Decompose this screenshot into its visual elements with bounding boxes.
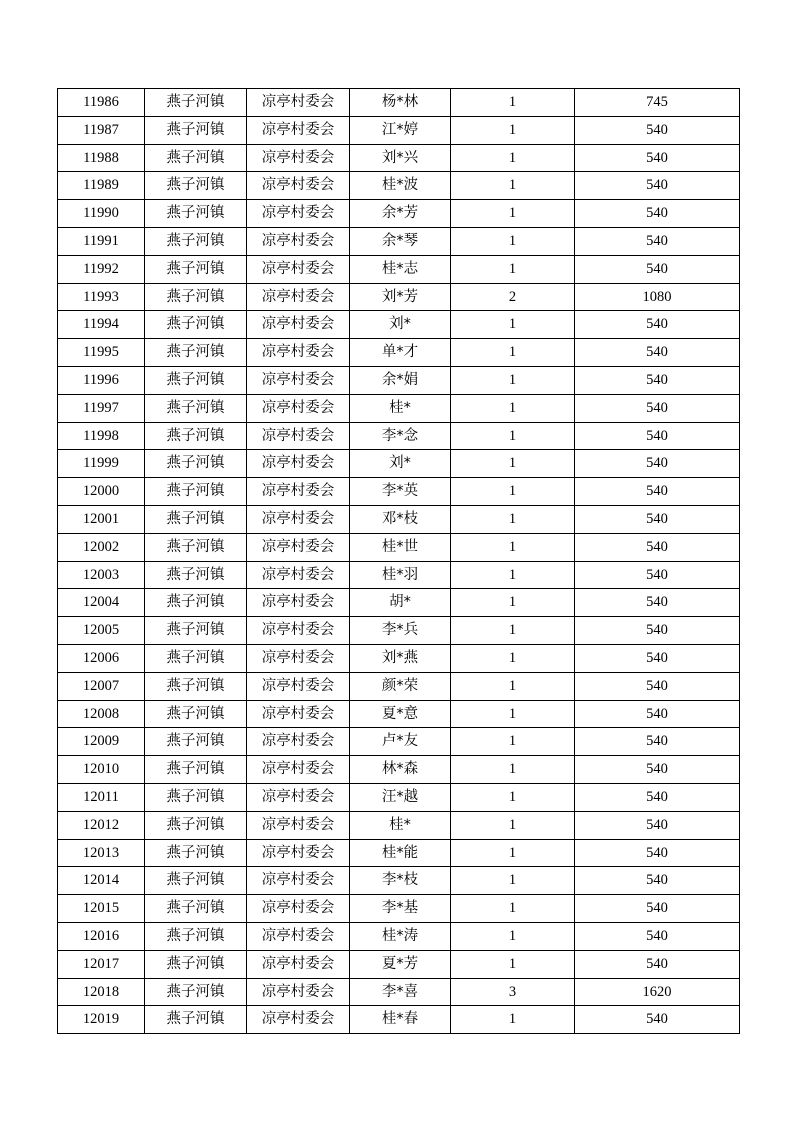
cell-amount: 540 bbox=[575, 144, 740, 172]
table-row bbox=[58, 783, 740, 811]
cell-town: 燕子河镇 bbox=[145, 89, 247, 117]
table-row bbox=[58, 450, 740, 478]
cell-amount: 540 bbox=[575, 339, 740, 367]
cell-amount: 1080 bbox=[575, 283, 740, 311]
cell-id: 12005 bbox=[58, 617, 145, 645]
cell-name: 李*基 bbox=[350, 895, 451, 923]
cell-village: 凉亭村委会 bbox=[247, 922, 350, 950]
cell-village: 凉亭村委会 bbox=[247, 339, 350, 367]
table-row bbox=[58, 227, 740, 255]
cell-town: 燕子河镇 bbox=[145, 978, 247, 1006]
cell-count: 1 bbox=[451, 478, 575, 506]
cell-name: 刘*芳 bbox=[350, 283, 451, 311]
cell-name: 桂* bbox=[350, 811, 451, 839]
cell-town: 燕子河镇 bbox=[145, 450, 247, 478]
table-row bbox=[58, 533, 740, 561]
cell-town: 燕子河镇 bbox=[145, 394, 247, 422]
cell-id: 11995 bbox=[58, 339, 145, 367]
table-row bbox=[58, 950, 740, 978]
cell-count: 1 bbox=[451, 533, 575, 561]
cell-id: 12004 bbox=[58, 589, 145, 617]
table-row bbox=[58, 422, 740, 450]
cell-town: 燕子河镇 bbox=[145, 839, 247, 867]
cell-town: 燕子河镇 bbox=[145, 617, 247, 645]
table-row bbox=[58, 978, 740, 1006]
cell-village: 凉亭村委会 bbox=[247, 311, 350, 339]
cell-name: 桂*涛 bbox=[350, 922, 451, 950]
cell-town: 燕子河镇 bbox=[145, 172, 247, 200]
cell-id: 11986 bbox=[58, 89, 145, 117]
cell-town: 燕子河镇 bbox=[145, 116, 247, 144]
cell-town: 燕子河镇 bbox=[145, 756, 247, 784]
cell-town: 燕子河镇 bbox=[145, 561, 247, 589]
table-row bbox=[58, 505, 740, 533]
cell-count: 1 bbox=[451, 394, 575, 422]
cell-id: 12007 bbox=[58, 672, 145, 700]
cell-village: 凉亭村委会 bbox=[247, 756, 350, 784]
cell-count: 1 bbox=[451, 728, 575, 756]
table-row bbox=[58, 644, 740, 672]
cell-village: 凉亭村委会 bbox=[247, 978, 350, 1006]
table-row bbox=[58, 116, 740, 144]
cell-id: 12002 bbox=[58, 533, 145, 561]
cell-id: 12014 bbox=[58, 867, 145, 895]
cell-village: 凉亭村委会 bbox=[247, 839, 350, 867]
cell-village: 凉亭村委会 bbox=[247, 89, 350, 117]
cell-amount: 540 bbox=[575, 700, 740, 728]
cell-id: 12016 bbox=[58, 922, 145, 950]
cell-name: 桂*志 bbox=[350, 255, 451, 283]
table-row bbox=[58, 172, 740, 200]
cell-town: 燕子河镇 bbox=[145, 311, 247, 339]
cell-id: 11993 bbox=[58, 283, 145, 311]
table-row bbox=[58, 366, 740, 394]
cell-village: 凉亭村委会 bbox=[247, 478, 350, 506]
cell-town: 燕子河镇 bbox=[145, 200, 247, 228]
cell-town: 燕子河镇 bbox=[145, 922, 247, 950]
cell-village: 凉亭村委会 bbox=[247, 644, 350, 672]
cell-id: 12001 bbox=[58, 505, 145, 533]
cell-name: 刘* bbox=[350, 450, 451, 478]
cell-count: 1 bbox=[451, 255, 575, 283]
cell-amount: 540 bbox=[575, 422, 740, 450]
cell-amount: 540 bbox=[575, 505, 740, 533]
cell-count: 1 bbox=[451, 450, 575, 478]
cell-village: 凉亭村委会 bbox=[247, 728, 350, 756]
cell-amount: 540 bbox=[575, 172, 740, 200]
cell-name: 李*英 bbox=[350, 478, 451, 506]
table-container bbox=[57, 88, 736, 1034]
cell-amount: 540 bbox=[575, 644, 740, 672]
table-row bbox=[58, 922, 740, 950]
cell-count: 1 bbox=[451, 783, 575, 811]
cell-village: 凉亭村委会 bbox=[247, 422, 350, 450]
cell-village: 凉亭村委会 bbox=[247, 172, 350, 200]
cell-amount: 540 bbox=[575, 311, 740, 339]
cell-town: 燕子河镇 bbox=[145, 533, 247, 561]
cell-count: 1 bbox=[451, 867, 575, 895]
cell-count: 1 bbox=[451, 200, 575, 228]
cell-name: 余*娟 bbox=[350, 366, 451, 394]
cell-name: 余*芳 bbox=[350, 200, 451, 228]
cell-village: 凉亭村委会 bbox=[247, 366, 350, 394]
cell-town: 燕子河镇 bbox=[145, 255, 247, 283]
cell-village: 凉亭村委会 bbox=[247, 505, 350, 533]
cell-town: 燕子河镇 bbox=[145, 227, 247, 255]
cell-id: 11997 bbox=[58, 394, 145, 422]
cell-village: 凉亭村委会 bbox=[247, 533, 350, 561]
cell-village: 凉亭村委会 bbox=[247, 255, 350, 283]
cell-town: 燕子河镇 bbox=[145, 366, 247, 394]
cell-count: 1 bbox=[451, 644, 575, 672]
cell-count: 1 bbox=[451, 756, 575, 784]
cell-id: 12000 bbox=[58, 478, 145, 506]
cell-id: 12010 bbox=[58, 756, 145, 784]
cell-count: 1 bbox=[451, 227, 575, 255]
cell-name: 李*兵 bbox=[350, 617, 451, 645]
cell-name: 桂*波 bbox=[350, 172, 451, 200]
cell-id: 12019 bbox=[58, 1006, 145, 1034]
cell-name: 颜*荣 bbox=[350, 672, 451, 700]
cell-name: 林*森 bbox=[350, 756, 451, 784]
cell-village: 凉亭村委会 bbox=[247, 283, 350, 311]
cell-name: 邓*枝 bbox=[350, 505, 451, 533]
cell-town: 燕子河镇 bbox=[145, 422, 247, 450]
cell-count: 1 bbox=[451, 700, 575, 728]
cell-town: 燕子河镇 bbox=[145, 339, 247, 367]
cell-name: 刘*燕 bbox=[350, 644, 451, 672]
cell-name: 李*念 bbox=[350, 422, 451, 450]
table-row bbox=[58, 756, 740, 784]
cell-town: 燕子河镇 bbox=[145, 811, 247, 839]
cell-town: 燕子河镇 bbox=[145, 589, 247, 617]
table-row bbox=[58, 561, 740, 589]
table-row bbox=[58, 283, 740, 311]
cell-amount: 540 bbox=[575, 728, 740, 756]
cell-id: 11990 bbox=[58, 200, 145, 228]
cell-count: 1 bbox=[451, 839, 575, 867]
cell-town: 燕子河镇 bbox=[145, 283, 247, 311]
cell-village: 凉亭村委会 bbox=[247, 394, 350, 422]
cell-count: 1 bbox=[451, 89, 575, 117]
cell-village: 凉亭村委会 bbox=[247, 200, 350, 228]
cell-count: 1 bbox=[451, 922, 575, 950]
cell-count: 1 bbox=[451, 311, 575, 339]
cell-name: 江*婷 bbox=[350, 116, 451, 144]
cell-amount: 1620 bbox=[575, 978, 740, 1006]
cell-count: 1 bbox=[451, 422, 575, 450]
table-row bbox=[58, 589, 740, 617]
cell-amount: 540 bbox=[575, 478, 740, 506]
cell-name: 桂*春 bbox=[350, 1006, 451, 1034]
cell-count: 1 bbox=[451, 950, 575, 978]
cell-name: 刘* bbox=[350, 311, 451, 339]
cell-amount: 540 bbox=[575, 617, 740, 645]
cell-name: 杨*林 bbox=[350, 89, 451, 117]
cell-id: 11987 bbox=[58, 116, 145, 144]
data-table bbox=[57, 88, 740, 1034]
cell-id: 12003 bbox=[58, 561, 145, 589]
cell-count: 1 bbox=[451, 339, 575, 367]
table-row bbox=[58, 144, 740, 172]
cell-count: 1 bbox=[451, 116, 575, 144]
cell-count: 1 bbox=[451, 895, 575, 923]
table-row bbox=[58, 839, 740, 867]
table-row bbox=[58, 811, 740, 839]
cell-town: 燕子河镇 bbox=[145, 672, 247, 700]
cell-name: 李*喜 bbox=[350, 978, 451, 1006]
cell-count: 1 bbox=[451, 589, 575, 617]
cell-count: 1 bbox=[451, 366, 575, 394]
cell-name: 汪*越 bbox=[350, 783, 451, 811]
cell-name: 刘*兴 bbox=[350, 144, 451, 172]
cell-village: 凉亭村委会 bbox=[247, 1006, 350, 1034]
cell-town: 燕子河镇 bbox=[145, 644, 247, 672]
table-row bbox=[58, 478, 740, 506]
table-row bbox=[58, 617, 740, 645]
table-row bbox=[58, 89, 740, 117]
cell-village: 凉亭村委会 bbox=[247, 895, 350, 923]
cell-name: 夏*芳 bbox=[350, 950, 451, 978]
table-row bbox=[58, 394, 740, 422]
cell-amount: 540 bbox=[575, 811, 740, 839]
cell-id: 12015 bbox=[58, 895, 145, 923]
cell-count: 3 bbox=[451, 978, 575, 1006]
table-row bbox=[58, 1006, 740, 1034]
cell-name: 李*枝 bbox=[350, 867, 451, 895]
cell-name: 余*琴 bbox=[350, 227, 451, 255]
cell-amount: 540 bbox=[575, 255, 740, 283]
cell-id: 11989 bbox=[58, 172, 145, 200]
cell-name: 桂*能 bbox=[350, 839, 451, 867]
cell-village: 凉亭村委会 bbox=[247, 227, 350, 255]
table-row bbox=[58, 255, 740, 283]
cell-name: 胡* bbox=[350, 589, 451, 617]
table-row bbox=[58, 339, 740, 367]
cell-id: 12009 bbox=[58, 728, 145, 756]
cell-id: 11996 bbox=[58, 366, 145, 394]
table-row bbox=[58, 311, 740, 339]
cell-id: 12011 bbox=[58, 783, 145, 811]
cell-town: 燕子河镇 bbox=[145, 895, 247, 923]
cell-amount: 540 bbox=[575, 227, 740, 255]
cell-town: 燕子河镇 bbox=[145, 144, 247, 172]
cell-village: 凉亭村委会 bbox=[247, 589, 350, 617]
cell-amount: 540 bbox=[575, 1006, 740, 1034]
cell-town: 燕子河镇 bbox=[145, 700, 247, 728]
cell-village: 凉亭村委会 bbox=[247, 450, 350, 478]
cell-count: 1 bbox=[451, 811, 575, 839]
cell-village: 凉亭村委会 bbox=[247, 144, 350, 172]
cell-amount: 540 bbox=[575, 366, 740, 394]
cell-village: 凉亭村委会 bbox=[247, 617, 350, 645]
table-row bbox=[58, 895, 740, 923]
cell-id: 11998 bbox=[58, 422, 145, 450]
cell-count: 1 bbox=[451, 172, 575, 200]
cell-town: 燕子河镇 bbox=[145, 728, 247, 756]
cell-count: 1 bbox=[451, 144, 575, 172]
cell-id: 12008 bbox=[58, 700, 145, 728]
cell-town: 燕子河镇 bbox=[145, 783, 247, 811]
cell-amount: 745 bbox=[575, 89, 740, 117]
cell-amount: 540 bbox=[575, 950, 740, 978]
cell-id: 11988 bbox=[58, 144, 145, 172]
cell-amount: 540 bbox=[575, 200, 740, 228]
cell-town: 燕子河镇 bbox=[145, 1006, 247, 1034]
cell-amount: 540 bbox=[575, 783, 740, 811]
table-row bbox=[58, 700, 740, 728]
table-row bbox=[58, 728, 740, 756]
cell-id: 12013 bbox=[58, 839, 145, 867]
cell-name: 桂*世 bbox=[350, 533, 451, 561]
cell-village: 凉亭村委会 bbox=[247, 561, 350, 589]
cell-name: 单*才 bbox=[350, 339, 451, 367]
cell-count: 1 bbox=[451, 1006, 575, 1034]
cell-id: 11992 bbox=[58, 255, 145, 283]
cell-village: 凉亭村委会 bbox=[247, 672, 350, 700]
cell-village: 凉亭村委会 bbox=[247, 867, 350, 895]
cell-id: 11994 bbox=[58, 311, 145, 339]
cell-amount: 540 bbox=[575, 533, 740, 561]
cell-village: 凉亭村委会 bbox=[247, 116, 350, 144]
cell-village: 凉亭村委会 bbox=[247, 950, 350, 978]
cell-town: 燕子河镇 bbox=[145, 867, 247, 895]
cell-amount: 540 bbox=[575, 116, 740, 144]
cell-count: 1 bbox=[451, 505, 575, 533]
cell-town: 燕子河镇 bbox=[145, 950, 247, 978]
cell-id: 12012 bbox=[58, 811, 145, 839]
cell-amount: 540 bbox=[575, 839, 740, 867]
cell-amount: 540 bbox=[575, 589, 740, 617]
cell-town: 燕子河镇 bbox=[145, 478, 247, 506]
cell-id: 12006 bbox=[58, 644, 145, 672]
cell-village: 凉亭村委会 bbox=[247, 783, 350, 811]
table-body bbox=[58, 89, 740, 1034]
cell-count: 2 bbox=[451, 283, 575, 311]
cell-id: 12017 bbox=[58, 950, 145, 978]
cell-village: 凉亭村委会 bbox=[247, 700, 350, 728]
cell-id: 11991 bbox=[58, 227, 145, 255]
cell-amount: 540 bbox=[575, 922, 740, 950]
cell-count: 1 bbox=[451, 561, 575, 589]
cell-village: 凉亭村委会 bbox=[247, 811, 350, 839]
cell-town: 燕子河镇 bbox=[145, 505, 247, 533]
cell-name: 桂*羽 bbox=[350, 561, 451, 589]
cell-count: 1 bbox=[451, 617, 575, 645]
table-row bbox=[58, 200, 740, 228]
cell-id: 12018 bbox=[58, 978, 145, 1006]
cell-amount: 540 bbox=[575, 394, 740, 422]
table-row bbox=[58, 867, 740, 895]
cell-name: 夏*意 bbox=[350, 700, 451, 728]
cell-amount: 540 bbox=[575, 561, 740, 589]
cell-amount: 540 bbox=[575, 756, 740, 784]
cell-name: 桂* bbox=[350, 394, 451, 422]
cell-id: 11999 bbox=[58, 450, 145, 478]
cell-amount: 540 bbox=[575, 895, 740, 923]
cell-amount: 540 bbox=[575, 450, 740, 478]
cell-amount: 540 bbox=[575, 672, 740, 700]
table-row bbox=[58, 672, 740, 700]
cell-name: 卢*友 bbox=[350, 728, 451, 756]
cell-count: 1 bbox=[451, 672, 575, 700]
cell-amount: 540 bbox=[575, 867, 740, 895]
